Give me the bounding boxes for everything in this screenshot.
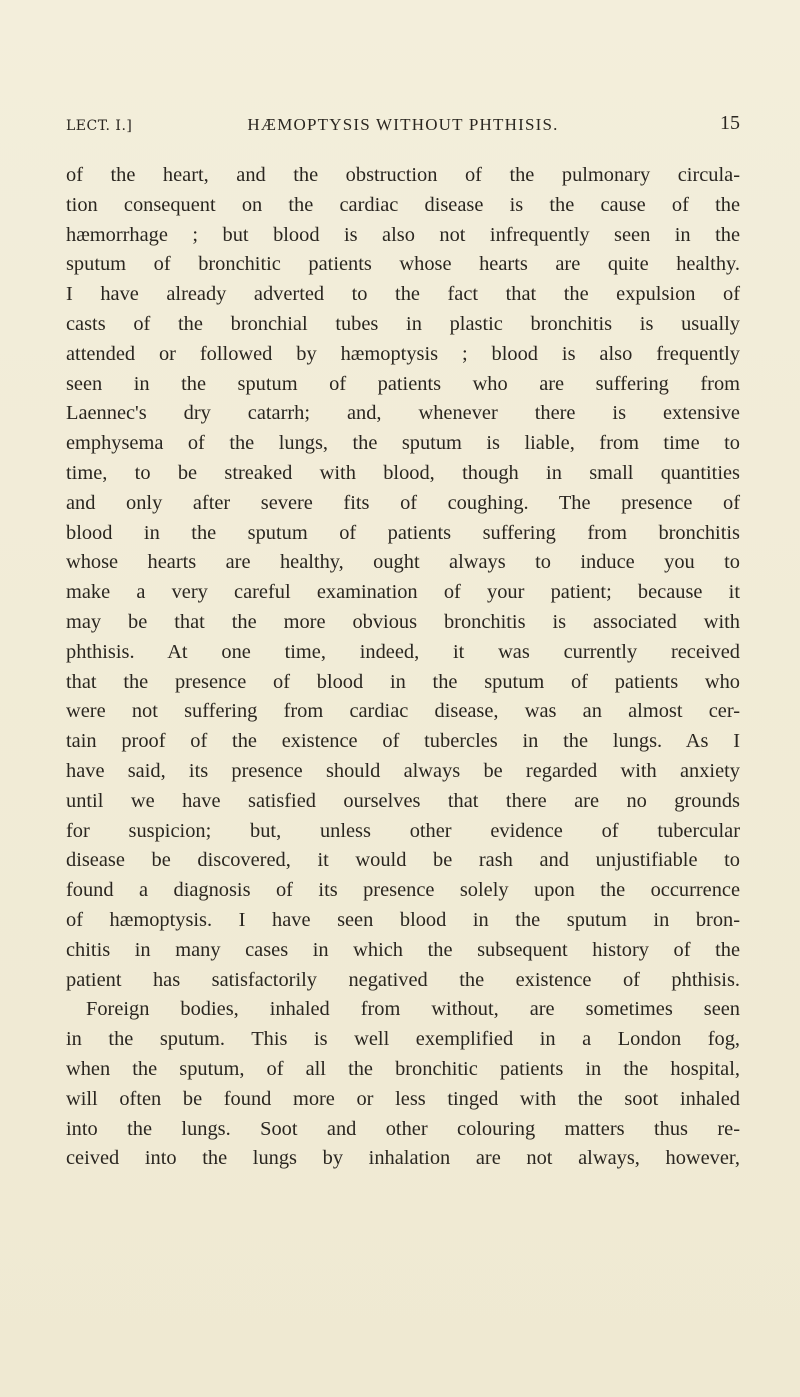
- text-line: emphysema of the lungs, the sputum is liable, from time to: [66, 432, 740, 455]
- running-head: [66, 112, 740, 142]
- text-line: into the lungs. Soot and other colouring matters thus re-: [66, 1117, 740, 1140]
- text-line: time, to be streaked with blood, though in small quantities: [66, 461, 740, 484]
- text-line: tion consequent on the cardiac disease is the cause of the: [66, 193, 740, 216]
- text-line: have said, its presence should always be regarded with anxiety: [66, 759, 740, 782]
- text-line: Laennec's dry catarrh; and, whenever there is extensive: [66, 402, 740, 425]
- text-line: may be that the more obvious bronchitis is associated with: [66, 610, 740, 633]
- text-line: phthisis. At one time, indeed, it was currently received: [66, 640, 740, 663]
- text-line: disease be discovered, it would be rash and unjustifiable to: [66, 849, 740, 872]
- text-line: whose hearts are healthy, ought always to induce you to: [66, 551, 740, 574]
- text-line: in the sputum. This is well exemplified in a London fog,: [66, 1028, 740, 1051]
- text-line: of the heart, and the obstruction of the pulmonary circula-: [66, 164, 740, 186]
- text-line: patient has satisfactorily negatived the existence of phthisis.: [66, 968, 740, 991]
- text-line: blood in the sputum of patients suffering from bronchitis: [66, 521, 740, 544]
- text-line: when the sputum, of all the bronchitic patients in the hospital,: [66, 1057, 740, 1080]
- text-line: chitis in many cases in which the subsequent history of the: [66, 938, 740, 961]
- text-line: that the presence of blood in the sputum of patients who: [66, 670, 740, 693]
- text-line: for suspicion; but, unless other evidence of tubercular: [66, 819, 740, 842]
- text-line: seen in the sputum of patients who are suffering from: [66, 372, 740, 395]
- text-line-paragraph-start: Foreign bodies, inhaled from without, are sometimes seen: [86, 998, 740, 1021]
- text-line: until we have satisfied ourselves that there are no grounds: [66, 789, 740, 812]
- body-paragraphs: [66, 161, 740, 1174]
- text-line: I have already adverted to the fact that the expulsion of: [66, 283, 740, 306]
- text-line: ceived into the lungs by inhalation are not always, however,: [66, 1147, 740, 1170]
- text-line: will often be found more or less tinged with the soot inhaled: [66, 1087, 740, 1110]
- text-line: sputum of bronchitic patients whose hearts are quite healthy.: [66, 253, 740, 276]
- text-line: of hæmoptysis. I have seen blood in the sputum in bron-: [66, 908, 740, 931]
- text-line: hæmorrhage ; but blood is also not infrequently seen in the: [66, 223, 740, 246]
- text-line: found a diagnosis of its presence solely upon the occurrence: [66, 879, 740, 902]
- text-line: and only after severe fits of coughing. The presence of: [66, 491, 740, 514]
- text-line: tain proof of the existence of tubercles in the lungs. As I: [66, 730, 740, 753]
- running-title: HÆMOPTYSIS WITHOUT PHTHISIS.: [247, 115, 559, 134]
- lecture-marker: LECT. I.]: [66, 118, 133, 134]
- text-line: make a very careful examination of your patient; because it: [66, 581, 740, 604]
- text-line: attended or followed by hæmoptysis ; blood is also frequently: [66, 342, 740, 365]
- text-line: were not suffering from cardiac disease, was an almost cer-: [66, 700, 740, 723]
- page-number: 15: [720, 112, 740, 134]
- text-line: casts of the bronchial tubes in plastic bronchitis is usually: [66, 312, 740, 335]
